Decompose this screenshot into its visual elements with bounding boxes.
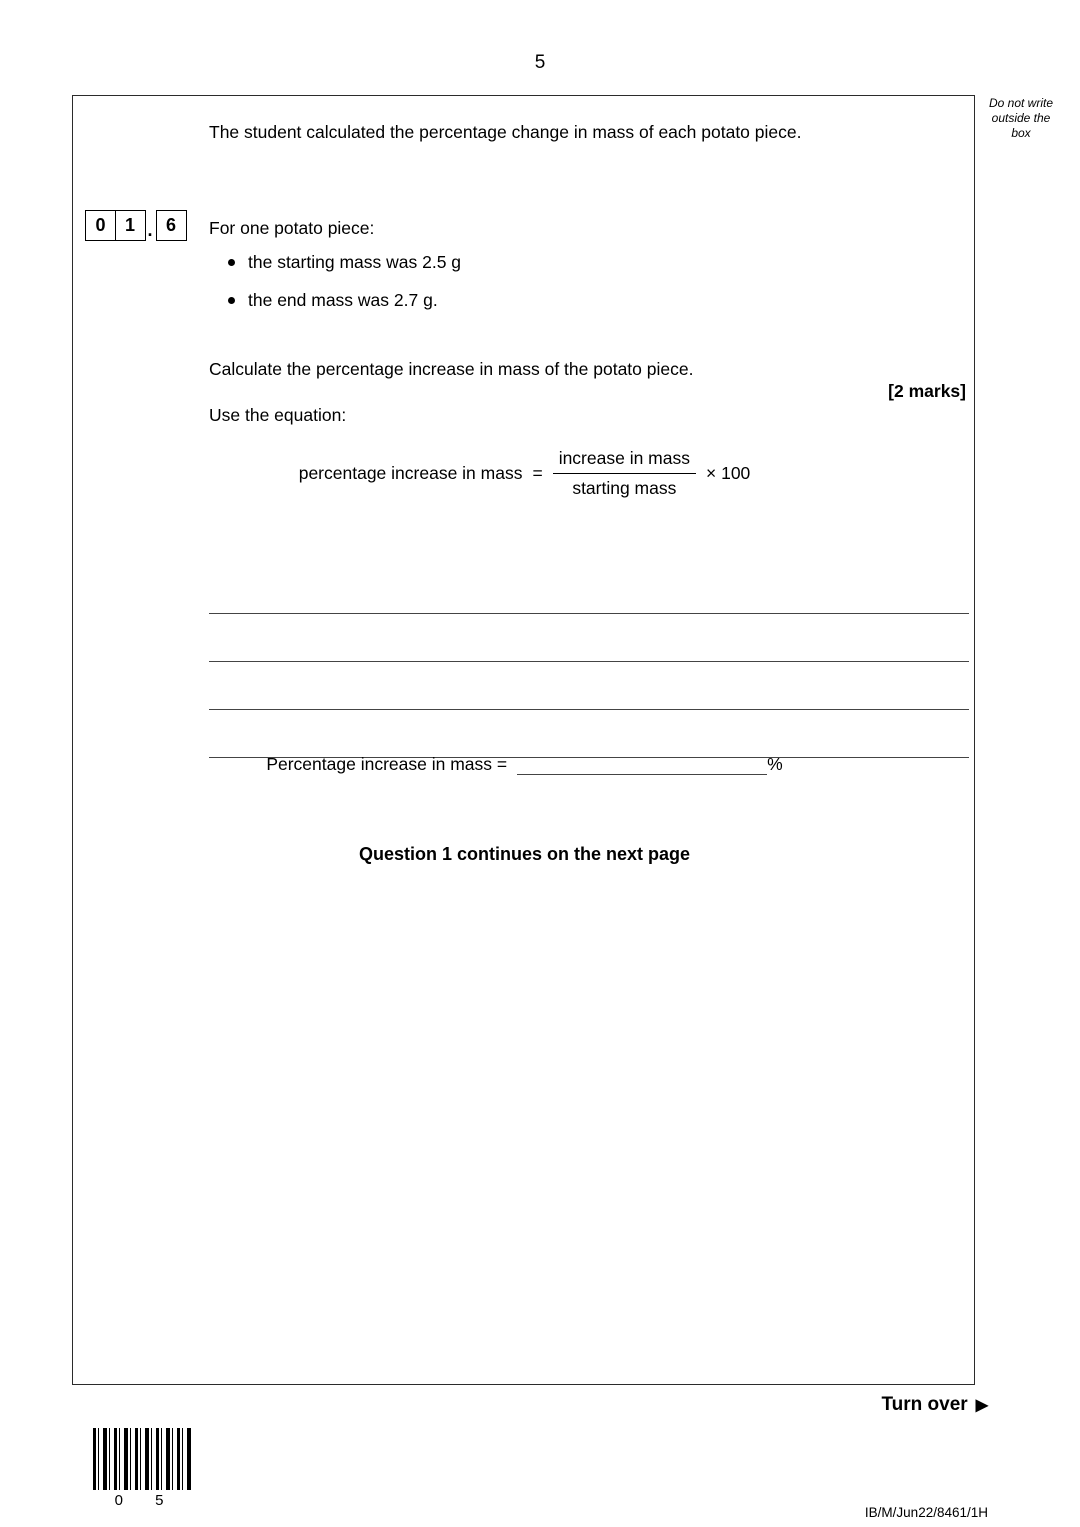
- final-answer-row: [73, 754, 976, 775]
- final-answer-unit: %: [767, 754, 783, 774]
- equation-equals: =: [532, 463, 543, 483]
- margin-note-line1: Do not write: [988, 96, 1054, 110]
- final-answer-label: Percentage increase in mass =: [266, 754, 508, 774]
- margin-note: [976, 96, 1066, 141]
- margin-note-line3: box: [1011, 126, 1031, 140]
- bullet-list: [228, 252, 461, 328]
- equation-numerator: increase in mass: [553, 448, 696, 474]
- answer-line[interactable]: [209, 662, 969, 710]
- bullet-item-1: the starting mass was 2.5 g: [228, 252, 461, 273]
- use-equation-label: Use the equation:: [209, 405, 347, 425]
- equation: [73, 448, 976, 499]
- barcode-text: 0 5: [114, 1492, 178, 1509]
- question-number-dot: .: [147, 220, 153, 240]
- equation-multiplier: × 100: [706, 463, 751, 483]
- question-intro: The student calculated the percentage change in mass of each potato piece.: [209, 122, 802, 142]
- barcode-icon: [93, 1428, 193, 1490]
- turn-over-label: [881, 1394, 988, 1416]
- answer-line[interactable]: [209, 614, 969, 662]
- question-number-digit-2: 1: [115, 210, 146, 241]
- answer-lines: [209, 566, 969, 758]
- question-number-digit-1: 0: [85, 210, 116, 241]
- final-answer-blank[interactable]: [517, 755, 767, 775]
- question-number-digit-3: 6: [156, 210, 187, 241]
- question-number-boxes: [85, 210, 187, 241]
- equation-fraction: [553, 448, 696, 499]
- question-box: [72, 95, 975, 1385]
- answer-line[interactable]: [209, 710, 969, 758]
- barcode-block: [93, 1428, 193, 1509]
- question-task: Calculate the percentage increase in mass of the potato piece.: [209, 359, 694, 379]
- turn-over-arrow-icon: ▶: [975, 1397, 988, 1414]
- page-number: 5: [534, 52, 546, 73]
- margin-note-line2: outside the: [991, 111, 1051, 125]
- marks-label: [2 marks]: [888, 381, 966, 401]
- answer-line[interactable]: [209, 566, 969, 614]
- continues-notice: Question 1 continues on the next page: [358, 844, 691, 864]
- footer-reference-code: IB/M/Jun22/8461/1H: [864, 1505, 988, 1520]
- equation-denominator: starting mass: [572, 478, 677, 498]
- bullet-item-2: the end mass was 2.7 g.: [228, 290, 461, 311]
- question-stem: For one potato piece:: [209, 218, 375, 238]
- turn-over-text: Turn over: [881, 1394, 968, 1415]
- equation-lhs: percentage increase in mass: [298, 463, 523, 483]
